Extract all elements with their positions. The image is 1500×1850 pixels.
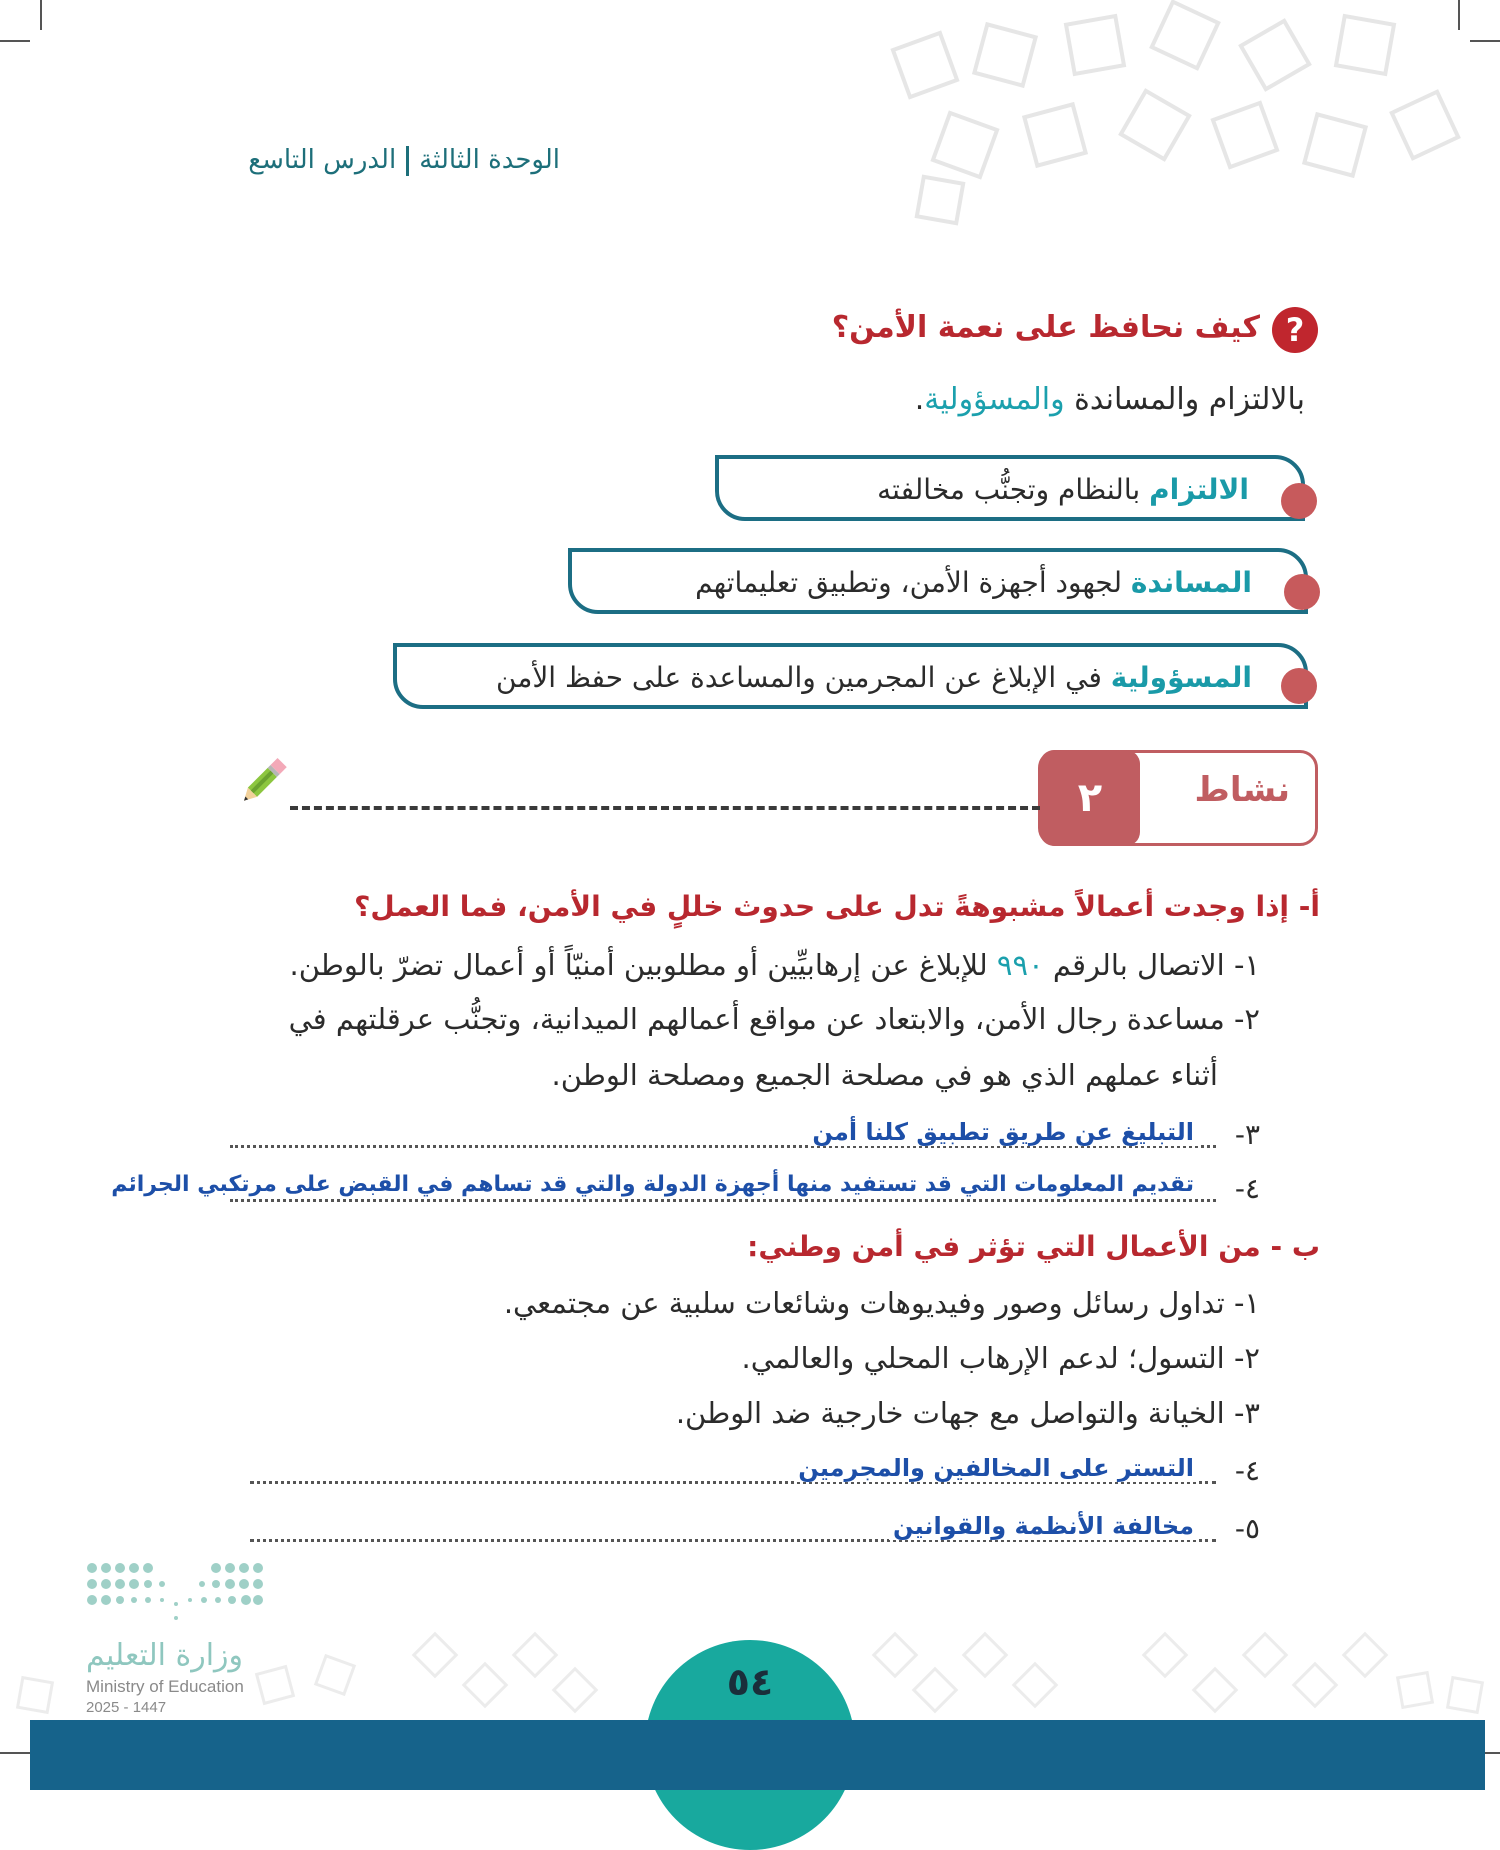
bullet-dot [1284, 574, 1320, 610]
fill-in-line[interactable] [111, 1172, 1260, 1208]
item-number: ١- [1233, 1286, 1260, 1320]
question-icon: ? [1272, 307, 1318, 353]
list-item [289, 1002, 1260, 1036]
item-text: للإبلاغ عن إرهابيِّين أو مطلوبين أمنيّاً أو أعمال تضرّ بالوطن. [289, 948, 997, 982]
answer-suffix: . [914, 382, 925, 417]
item-text: الخيانة والتواصل مع جهات خارجية ضد الوطن. [675, 1396, 1234, 1430]
lesson-label: الدرس التاسع [248, 145, 397, 175]
list-item [676, 1396, 1260, 1430]
phone-number: ٩٩٠ [996, 948, 1044, 982]
bullet-dot [1281, 483, 1317, 519]
fill-in-line[interactable] [250, 1454, 1260, 1490]
item-text: الاتصال بالرقم [1043, 948, 1234, 982]
answer-text: بالالتزام والمساندة [1064, 382, 1305, 417]
handwritten-answer: التستر على المخالفين والمجرمين [794, 1454, 1198, 1482]
principle-keyword: الالتزام [1149, 473, 1249, 506]
principle-box-commitment [715, 455, 1305, 521]
pencil-icon [232, 752, 292, 812]
bullet-dot [1281, 668, 1317, 704]
divider [406, 146, 409, 176]
unit-label: الوحدة الثالثة [419, 145, 560, 175]
item-text: التسول؛ لدعم الإرهاب المحلي والعالمي. [741, 1341, 1234, 1375]
activity-number: ٢ [1040, 750, 1140, 846]
principle-box-responsibility [393, 643, 1308, 709]
crop-mark [40, 0, 42, 30]
item-number: ٤- [1234, 1454, 1260, 1487]
decorative-pattern [880, 0, 1500, 230]
item-text: تداول رسائل وصور وفيديوهات وشائعات سلبية عن مجتمعي. [503, 1286, 1234, 1320]
running-head [248, 145, 560, 176]
principle-box-support [568, 548, 1308, 614]
question-title: كيف نحافظ على نعمة الأمن؟ [831, 310, 1260, 345]
list-item [504, 1286, 1260, 1320]
handwritten-answer: مخالفة الأنظمة والقوانين [889, 1512, 1198, 1540]
item-number: ٢- [1233, 1002, 1260, 1036]
item-number: ٣- [1234, 1118, 1260, 1151]
activity-label: نشاط [1194, 770, 1290, 810]
section-a-heading: أ- إذا وجدت أعمالاً مشبوهةً تدل على حدوث خللٍ في الأمن، فما العمل؟ [354, 890, 1320, 923]
answer-highlight: والمسؤولية [924, 382, 1065, 417]
crop-mark [0, 40, 30, 42]
item-number: ١- [1233, 948, 1260, 982]
principle-text: لجهود أجهزة الأمن، وتطبيق تعليماتهم [695, 566, 1131, 599]
ministry-name-ar: وزارة التعليم [86, 1638, 244, 1673]
ministry-logo-icon [86, 1560, 276, 1630]
principle-text: بالنظام وتجنُّب مخالفته [877, 473, 1150, 506]
footer-bar [30, 1720, 1485, 1790]
question-answer [915, 382, 1305, 417]
fill-in-line[interactable] [250, 1512, 1260, 1548]
ministry-name-en: Ministry of Education [86, 1677, 244, 1696]
fill-in-line[interactable] [230, 1118, 1260, 1154]
item-number: ٥- [1234, 1512, 1260, 1545]
handwritten-answer: تقديم المعلومات التي قد تستفيد منها أجهزة الدولة والتي قد تساهم في القبض على مرتكبي الجرائم [107, 1172, 1198, 1197]
section-b-heading: ب - من الأعمال التي تؤثر في أمن وطني: [747, 1230, 1320, 1263]
list-item [289, 948, 1260, 982]
item-number: ٢- [1233, 1341, 1260, 1375]
activity-dashed-line [290, 806, 1040, 810]
dotted-line [230, 1199, 1216, 1202]
handwritten-answer: التبليغ عن طريق تطبيق كلنا أمن [808, 1118, 1198, 1146]
item-number: ٣- [1233, 1396, 1260, 1430]
ministry-year: 2025 - 1447 [86, 1699, 167, 1716]
list-item [742, 1341, 1260, 1375]
item-number: ٤- [1234, 1172, 1260, 1205]
page-number: ٥٤ [726, 1660, 774, 1704]
principle-text: في الإبلاغ عن المجرمين والمساعدة على حفظ الأمن [496, 661, 1111, 694]
list-item-continuation: أثناء عملهم الذي هو في مصلحة الجميع ومصلحة الوطن. [551, 1058, 1218, 1092]
crop-mark [0, 1752, 30, 1754]
item-text: مساعدة رجال الأمن، والابتعاد عن مواقع أعمالهم الميدانية، وتجنُّب عرقلتهم في [288, 1002, 1234, 1036]
principle-keyword: المسؤولية [1110, 661, 1252, 694]
principle-keyword: المساندة [1130, 566, 1252, 599]
